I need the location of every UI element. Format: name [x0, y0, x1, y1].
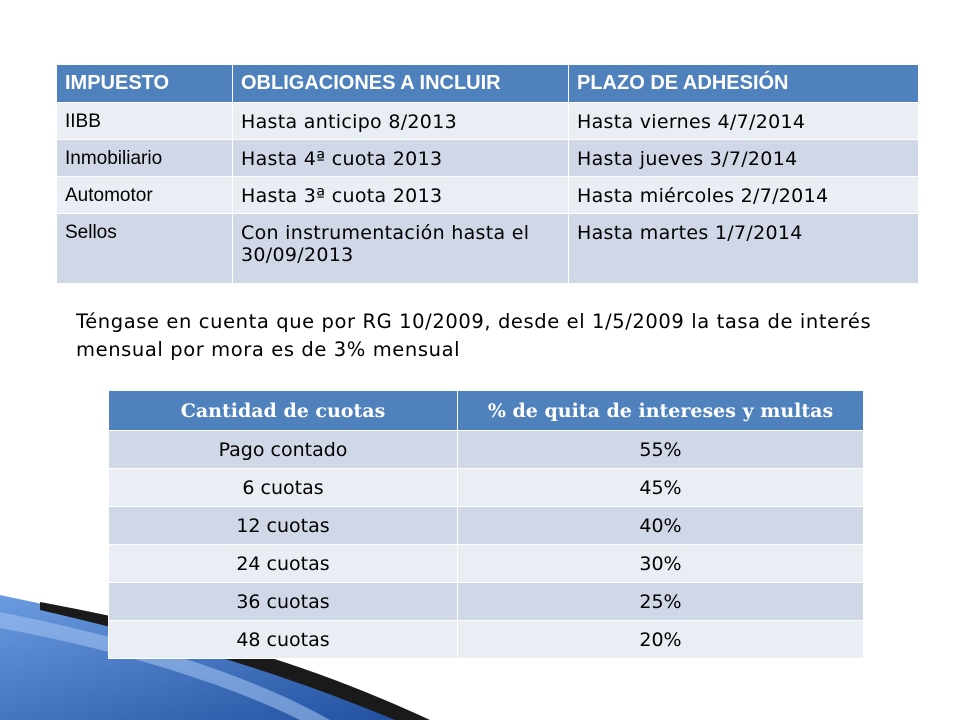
tax-name-cell: Automotor — [57, 177, 233, 214]
tax-table — [56, 64, 919, 284]
tax-name-cell: Sellos — [57, 214, 233, 284]
obligation-cell: Hasta anticipo 8/2013 — [233, 103, 569, 140]
installments-cell: 12 cuotas — [109, 507, 458, 545]
table-row — [57, 214, 919, 284]
header-impuesto: IMPUESTO — [57, 65, 233, 103]
table-row — [109, 469, 864, 507]
table-row — [109, 621, 864, 659]
header-porcentaje-quita: % de quita de intereses y multas — [458, 391, 864, 431]
obligation-cell: Hasta 3ª cuota 2013 — [233, 177, 569, 214]
header-plazo: PLAZO DE ADHESIÓN — [569, 65, 919, 103]
discount-table — [108, 390, 864, 659]
table-row — [57, 177, 919, 214]
header-obligaciones: OBLIGACIONES A INCLUIR — [233, 65, 569, 103]
discount-table-header-row — [109, 391, 864, 431]
tax-name-cell: IIBB — [57, 103, 233, 140]
discount-cell: 30% — [458, 545, 864, 583]
installments-cell: Pago contado — [109, 431, 458, 469]
discount-cell: 55% — [458, 431, 864, 469]
deadline-cell: Hasta miércoles 2/7/2014 — [569, 177, 919, 214]
table-row — [109, 431, 864, 469]
installments-cell: 36 cuotas — [109, 583, 458, 621]
installments-cell: 48 cuotas — [109, 621, 458, 659]
installments-cell: 6 cuotas — [109, 469, 458, 507]
discount-cell: 20% — [458, 621, 864, 659]
tax-table-header-row — [57, 65, 919, 103]
table-row — [109, 545, 864, 583]
interest-note: Téngase en cuenta que por RG 10/2009, desde el 1/5/2009 la tasa de interés mensual por mora es de 3% mensual — [76, 310, 872, 361]
table-row — [109, 507, 864, 545]
table-row — [57, 140, 919, 177]
discount-cell: 25% — [458, 583, 864, 621]
deadline-cell: Hasta jueves 3/7/2014 — [569, 140, 919, 177]
discount-cell: 45% — [458, 469, 864, 507]
table-row — [109, 583, 864, 621]
deadline-cell: Hasta martes 1/7/2014 — [569, 214, 919, 284]
tax-name-cell: Inmobiliario — [57, 140, 233, 177]
obligation-cell: Hasta 4ª cuota 2013 — [233, 140, 569, 177]
header-cantidad-cuotas: Cantidad de cuotas — [109, 391, 458, 431]
obligation-cell: Con instrumentación hasta el 30/09/2013 — [233, 214, 569, 284]
discount-cell: 40% — [458, 507, 864, 545]
table-row — [57, 103, 919, 140]
installments-cell: 24 cuotas — [109, 545, 458, 583]
deadline-cell: Hasta viernes 4/7/2014 — [569, 103, 919, 140]
